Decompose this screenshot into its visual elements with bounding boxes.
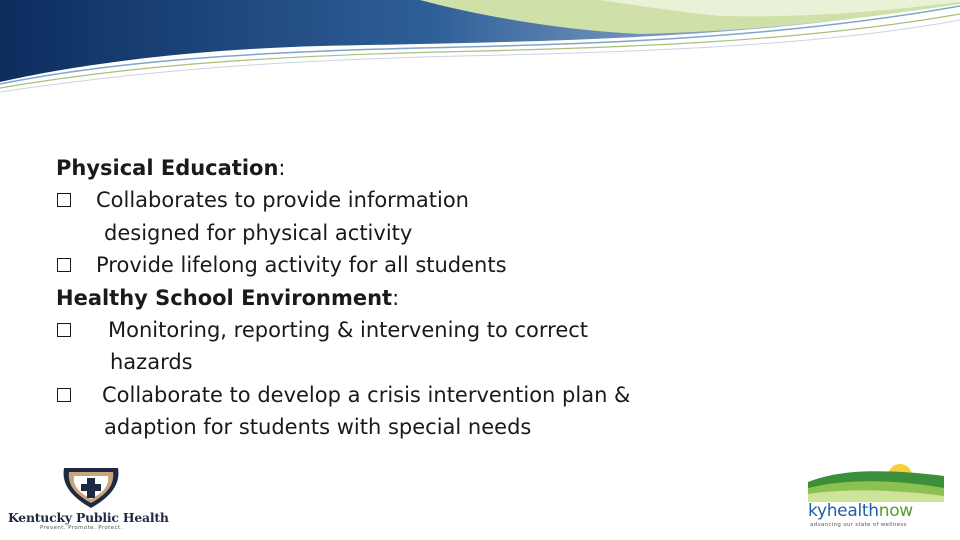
bullet-item: [56, 249, 696, 281]
logo-name: [808, 501, 913, 521]
logo-name: Kentucky Public Health: [8, 510, 169, 525]
checkbox-square-icon: [57, 193, 71, 207]
kentucky-public-health-logo: [6, 462, 176, 532]
heading-colon: :: [392, 285, 400, 310]
checkbox-square-icon: [57, 323, 71, 337]
section-heading-physical-education: [56, 152, 696, 184]
bullet-item: [56, 379, 696, 444]
section-heading-healthy-school-environment: [56, 282, 696, 314]
bullet-text-continuation: designed for physical activity: [104, 220, 413, 245]
bullet-text: Collaborate to develop a crisis intervention plan &: [102, 382, 631, 407]
bullet-text-continuation: adaption for students with special needs: [104, 415, 532, 440]
bullet-item: [56, 314, 696, 379]
logo-tagline: advancing our state of wellness: [810, 522, 907, 528]
logo-tagline: Prevent. Promote. Protect.: [40, 525, 123, 531]
kyhealthnow-logo: [806, 458, 946, 530]
heading-text: Physical Education: [56, 156, 279, 180]
heading-text: Healthy School Environment: [56, 285, 393, 310]
bullet-text: Provide lifelong activity for all students: [96, 253, 507, 278]
slide-body: [56, 152, 696, 444]
heading-colon: :: [278, 156, 286, 180]
logo-name-part: now: [878, 501, 913, 521]
logo-name-part: kyhealth: [808, 501, 879, 521]
checkbox-square-icon: [57, 258, 71, 272]
sunrise-hills-icon: [808, 458, 944, 502]
shield-cross-icon: [56, 464, 126, 510]
checkbox-square-icon: [57, 388, 71, 402]
bullet-item: [56, 184, 696, 249]
bullet-text: Monitoring, reporting & intervening to correct: [108, 318, 589, 343]
header-swoosh-banner: [0, 0, 960, 100]
bullet-text-continuation: hazards: [110, 350, 193, 375]
bullet-text: Collaborates to provide information: [96, 188, 469, 213]
